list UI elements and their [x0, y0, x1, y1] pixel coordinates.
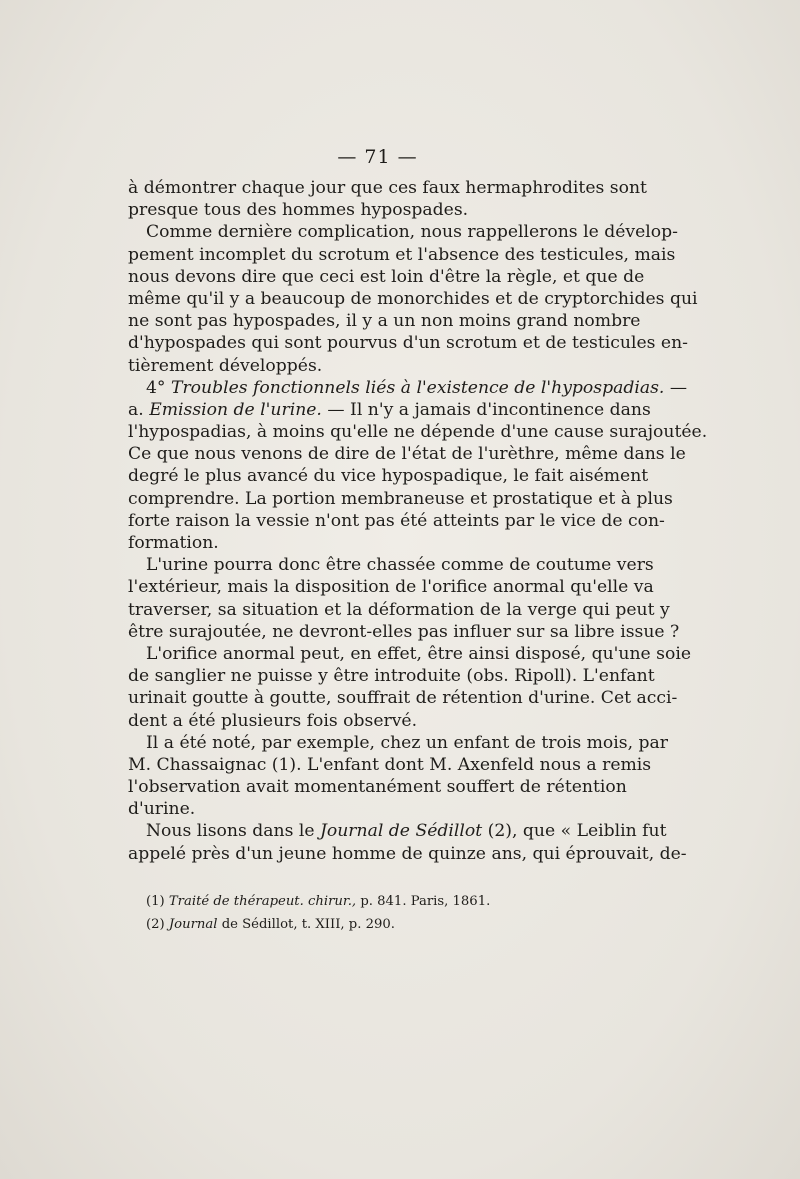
page-number: — 71 —	[337, 146, 418, 168]
footnote-title: Journal	[168, 917, 218, 932]
body-text	[128, 177, 708, 865]
text-line: à démontrer chaque jour que ces faux hermaphrodites sont	[128, 178, 647, 198]
text-line: de sanglier ne puisse y être introduite (obs. Ripoll). L'enfant	[128, 666, 655, 687]
heading-dash: —	[669, 377, 688, 398]
footnote-title: Traité de thérapeut. chirur.,	[168, 894, 357, 909]
text-line: même qu'il y a beaucoup de monorchides et de cryptorchides qui	[128, 288, 698, 309]
journal-citation-line	[128, 820, 667, 842]
subsection-letter: a.	[128, 399, 144, 420]
text-line: urinait goutte à goutte, souffrait de rétention d'urine. Cet acci-	[128, 688, 678, 709]
text-line: d'urine.	[128, 799, 196, 820]
footnote-number: (1)	[146, 894, 165, 909]
text-line: M. Chassaignac (1). L'enfant dont M. Axenfeld nous a remis	[128, 754, 652, 775]
footnotes	[128, 890, 615, 936]
text-line: d'hypospades qui sont pourvus d'un scrotum et de testicules en-	[128, 333, 688, 354]
heading-title: Troubles fonctionnels liés à l'existence de l'hypospadias.	[171, 377, 665, 398]
text-line: être surajoutée, ne devront-elles pas influer sur sa libre issue ?	[128, 621, 680, 642]
text-line: tièrement développés.	[128, 355, 323, 376]
citation-before: Nous lisons dans le	[146, 821, 315, 842]
footnote-2	[128, 913, 615, 936]
text-line: degré le plus avancé du vice hypospadique, le fait aisément	[128, 466, 649, 487]
subsection-line	[128, 399, 651, 421]
section-heading	[128, 377, 688, 399]
text-line: ne sont pas hypospades, il y a un non moins grand nombre	[128, 311, 641, 332]
text-line: appelé près d'un jeune homme de quinze ans, qui éprouvait, de-	[128, 843, 687, 864]
text-line: nous devons dire que ceci est loin d'être la règle, et que de	[128, 266, 645, 287]
text-line: dent a été plusieurs fois observé.	[128, 710, 418, 731]
text-line: l'extérieur, mais la disposition de l'orifice anormal qu'elle va	[128, 577, 654, 598]
footnote-number: (2)	[146, 917, 165, 932]
text-line: Ce que nous venons de dire de l'état de l'urèthre, même dans le	[128, 444, 686, 465]
text-line: l'hypospadias, à moins qu'elle ne dépende d'une cause surajoutée.	[128, 422, 708, 443]
text-line: presque tous des hommes hypospades.	[128, 200, 469, 221]
subsection-rest: — Il n'y a jamais d'incontinence dans	[327, 399, 651, 420]
text-line: l'observation avait momentanément souffert de rétention	[128, 777, 627, 798]
footnote-rest: p. 841. Paris, 1861.	[360, 894, 491, 909]
text-line: Il a été noté, par exemple, chez un enfant de trois mois, par	[146, 732, 668, 753]
heading-number: 4°	[146, 377, 166, 398]
citation-after: (2), que « Leiblin fut	[487, 821, 667, 842]
text-line: L'orifice anormal peut, en effet, être ainsi disposé, qu'une soie	[146, 643, 691, 664]
text-line: comprendre. La portion membraneuse et prostatique et à plus	[128, 488, 673, 509]
subsection-title: Emission de l'urine.	[149, 399, 322, 420]
text-line: forte raison la vessie n'ont pas été atteints par le vice de con-	[128, 510, 665, 531]
footnote-1	[128, 890, 615, 913]
journal-title: Journal de Sédillot	[320, 821, 483, 842]
footnote-rest: de Sédillot, t. XIII, p. 290.	[221, 917, 395, 932]
text-line: Comme dernière complication, nous rappellerons le dévelop-	[146, 222, 678, 243]
text-line: pement incomplet du scrotum et l'absence des testicules, mais	[128, 244, 676, 265]
text-line: formation.	[128, 533, 219, 553]
text-line: L'urine pourra donc être chassée comme de coutume vers	[146, 555, 654, 576]
text-line: traverser, sa situation et la déformation de la verge qui peut y	[128, 599, 670, 620]
